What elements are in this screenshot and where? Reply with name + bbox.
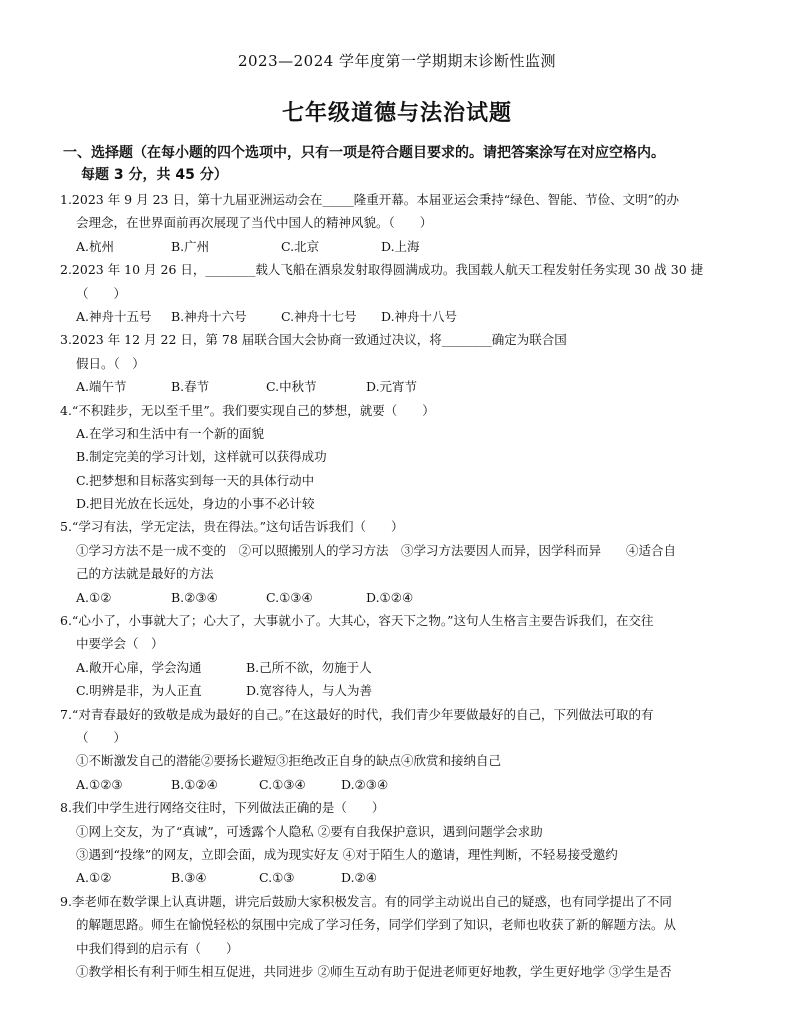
- question-4-choice-c: C.把梦想和目标落实到每一天的具体行动中: [76, 472, 315, 488]
- question-4-stem: 4.“不积跬步，无以至千里”。我们要实现自己的梦想，就要（ ）: [60, 402, 435, 418]
- question-7-stem-line3: ①不断激发自己的潜能②要扬长避短③拒绝改正自身的缺点④欣赏和接纳自己: [76, 753, 502, 769]
- question-8-stem-line1: 8.我们中学生进行网络交往时，下列做法正确的是（ ）: [60, 800, 385, 816]
- option-d: D.②③④: [341, 776, 389, 792]
- option-c: C.神舟十七号: [281, 308, 357, 324]
- question-6-stem-line2: 中要学会（ ）: [76, 636, 164, 652]
- option-b: B.广州: [171, 238, 210, 254]
- question-9-stem-line4: ①教学相长有利于师生相互促进，共同进步 ②师生互动有助于促进老师更好地教，学生更好地学 ③学生是否: [76, 963, 672, 979]
- question-9-stem-line3: 中我们得到的启示有（ ）: [76, 940, 239, 956]
- question-8-stem-line2: ①网上交友，为了“真诚”，可透露个人隐私 ②要有自我保护意识，遇到问题学会求助: [76, 823, 543, 839]
- question-7-stem-line1: 7.“对青春最好的致敬是成为最好的自己。”在这最好的时代，我们青少年要做最好的自己，下列做法可取的有: [60, 706, 654, 722]
- question-4-choice-a: A.在学习和生活中有一个新的面貌: [76, 425, 265, 441]
- option-a: A.①②: [76, 870, 112, 886]
- option-a: A.神舟十五号: [76, 308, 152, 324]
- question-1-stem-line1: 1.2023 年 9 月 23 日，第十九届亚洲运动会在_____隆重开幕。本届亚运会秉持“绿色、智能、节俭、文明”的办: [60, 192, 679, 207]
- question-3-options: [60, 375, 740, 398]
- option-d: D.宽容待人，与人为善: [246, 683, 373, 699]
- option-d: D.上海: [381, 238, 420, 254]
- option-d: D.①②④: [366, 589, 414, 605]
- option-b: B.己所不欲，勿施于人: [246, 659, 372, 675]
- question-5-stem-line1: 5.“学习有法，学无定法，贵在得法。”这句话告诉我们（ ）: [60, 519, 404, 535]
- option-b: B.神舟十六号: [171, 308, 247, 324]
- exam-title: 七年级道德与法治试题: [281, 101, 512, 126]
- option-a: A.①②③: [76, 776, 123, 792]
- question-5-stem-line2: ①学习方法不是一成不变的 ②可以照搬别人的学习方法 ③学习方法要因人而异，因学科而异 ④适合自: [76, 542, 677, 558]
- question-3-stem-line1: 3.2023 年 12 月 22 日，第 78 届联合国大会协商一致通过决议，将________确定为联合国: [60, 332, 567, 348]
- option-c: C.①③④: [266, 589, 313, 605]
- option-b: B.①②④: [171, 776, 218, 792]
- option-b: B.③④: [171, 870, 207, 886]
- option-d: D.②④: [341, 870, 377, 886]
- exam-header: 2023—2024 学年度第一学期期末诊断性监测: [237, 52, 557, 70]
- option-a: A.端午节: [76, 379, 127, 395]
- option-c: C.中秋节: [266, 379, 317, 395]
- option-d: D.神舟十八号: [381, 308, 458, 324]
- option-c: C.明辨是非，为人正直: [76, 683, 202, 699]
- question-4-choice-d: D.把目光放在长远处，身边的小事不必计较: [76, 496, 315, 512]
- section-heading-line1: 一、选择题（在每小题的四个选项中，只有一项是符合题目要求的。请把答案涂写在对应空格内。: [63, 145, 665, 161]
- option-b: B.②③④: [171, 589, 218, 605]
- question-8-stem-line3: ③遇到“投缘”的网友，立即会面，成为现实好友 ④对于陌生人的邀请，理性判断，不轻易接受邀约: [76, 846, 618, 862]
- question-2-stem-line2: （ ）: [76, 285, 127, 301]
- question-6-options-row1: [60, 656, 740, 679]
- question-5-stem-line3: 己的方法就是最好的方法: [76, 566, 214, 582]
- question-1-stem-line2: 会理念，在世界面前再次展现了当代中国人的精神风貌。（ ）: [76, 215, 433, 231]
- question-8-options: [60, 866, 740, 889]
- option-a: A.①②: [76, 589, 112, 605]
- option-c: C.北京: [281, 238, 320, 254]
- section-heading-line2: 每题 3 分，共 45 分）: [81, 167, 228, 183]
- question-1-options: [60, 235, 740, 258]
- question-6-options-row2: [60, 679, 740, 702]
- option-d: D.元宵节: [366, 379, 418, 395]
- option-c: C.①③④: [259, 776, 306, 792]
- option-b: B.春节: [171, 379, 210, 395]
- option-a: A.敞开心扉，学会沟通: [76, 659, 202, 675]
- question-2-stem-line1: 2.2023 年 10 月 26 日，________载人飞船在酒泉发射取得圆满成功。我国载人航天工程发射任务实现 30 战 30 捷: [60, 262, 704, 278]
- question-9-stem-line2: 的解题思路。师生在愉悦轻松的氛围中完成了学习任务，同学们学到了知识，老师也收获了新的解题方法。从: [76, 917, 677, 933]
- question-9-stem-line1: 9.李老师在数学课上认真讲题，讲完后鼓励大家积极发言。有的同学主动说出自己的疑惑，也有同学提出了不同: [60, 893, 672, 909]
- question-list: [60, 188, 740, 983]
- question-4-choice-b: B.制定完美的学习计划，这样就可以获得成功: [76, 449, 327, 465]
- question-5-options: [60, 586, 740, 609]
- option-a: A.杭州: [76, 238, 115, 254]
- question-6-stem-line1: 6.“心小了，小事就大了；心大了，大事就小了。大其心，容天下之物。”这句人生格言主要告诉我们，在交往: [60, 613, 654, 629]
- question-7-options: [60, 773, 740, 796]
- question-3-stem-line2: 假日。（ ）: [76, 355, 145, 371]
- question-7-stem-line2: （ ）: [76, 729, 127, 745]
- question-2-options: [60, 305, 740, 328]
- section-heading: [63, 142, 743, 186]
- option-c: C.①③: [259, 870, 295, 886]
